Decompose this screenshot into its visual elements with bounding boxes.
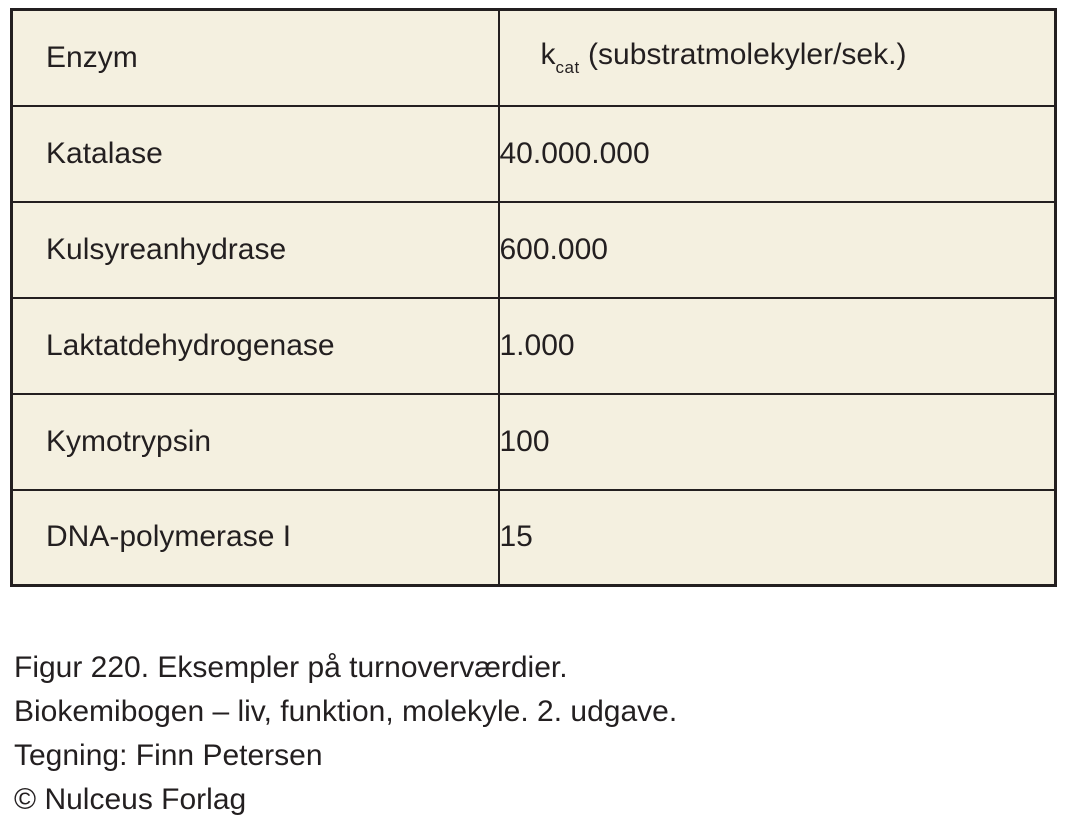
- enzyme-name-cell: Katalase: [12, 106, 499, 202]
- caption-line-figure-title: Figur 220. Eksempler på turnoverværdier.: [14, 651, 568, 684]
- kcat-value-cell: 15: [499, 490, 1056, 586]
- caption-line-illustrator: Tegning: Finn Petersen: [14, 739, 323, 772]
- column-header-enzym: Enzym: [12, 10, 499, 106]
- column-header-kcat: [499, 10, 1056, 106]
- table-header-row: [12, 10, 1056, 106]
- kcat-value-cell: 1.000: [499, 298, 1056, 394]
- table-row: [12, 490, 1056, 586]
- table-row: [12, 298, 1056, 394]
- kcat-subscript: cat: [555, 57, 580, 77]
- caption-line-book-title: Biokemibogen – liv, funktion, molekyle. 2. udgave.: [14, 695, 678, 728]
- table-row: [12, 394, 1056, 490]
- enzyme-name-cell: Kymotrypsin: [12, 394, 499, 490]
- kcat-value-cell: 600.000: [499, 202, 1056, 298]
- figure-caption: [14, 646, 677, 822]
- enzyme-name-cell: Laktatdehydrogenase: [12, 298, 499, 394]
- enzyme-name-cell: Kulsyreanhydrase: [12, 202, 499, 298]
- table-row: [12, 202, 1056, 298]
- kcat-value-cell: 40.000.000: [499, 106, 1056, 202]
- turnover-values-table: [10, 8, 1057, 587]
- kcat-value-cell: 100: [499, 394, 1056, 490]
- caption-line-copyright: © Nulceus Forlag: [14, 783, 247, 816]
- kcat-unit-label: (substratmolekyler/sek.): [579, 37, 907, 71]
- kcat-symbol: k: [540, 37, 556, 71]
- table-row: [12, 106, 1056, 202]
- enzyme-name-cell: DNA-polymerase I: [12, 490, 499, 586]
